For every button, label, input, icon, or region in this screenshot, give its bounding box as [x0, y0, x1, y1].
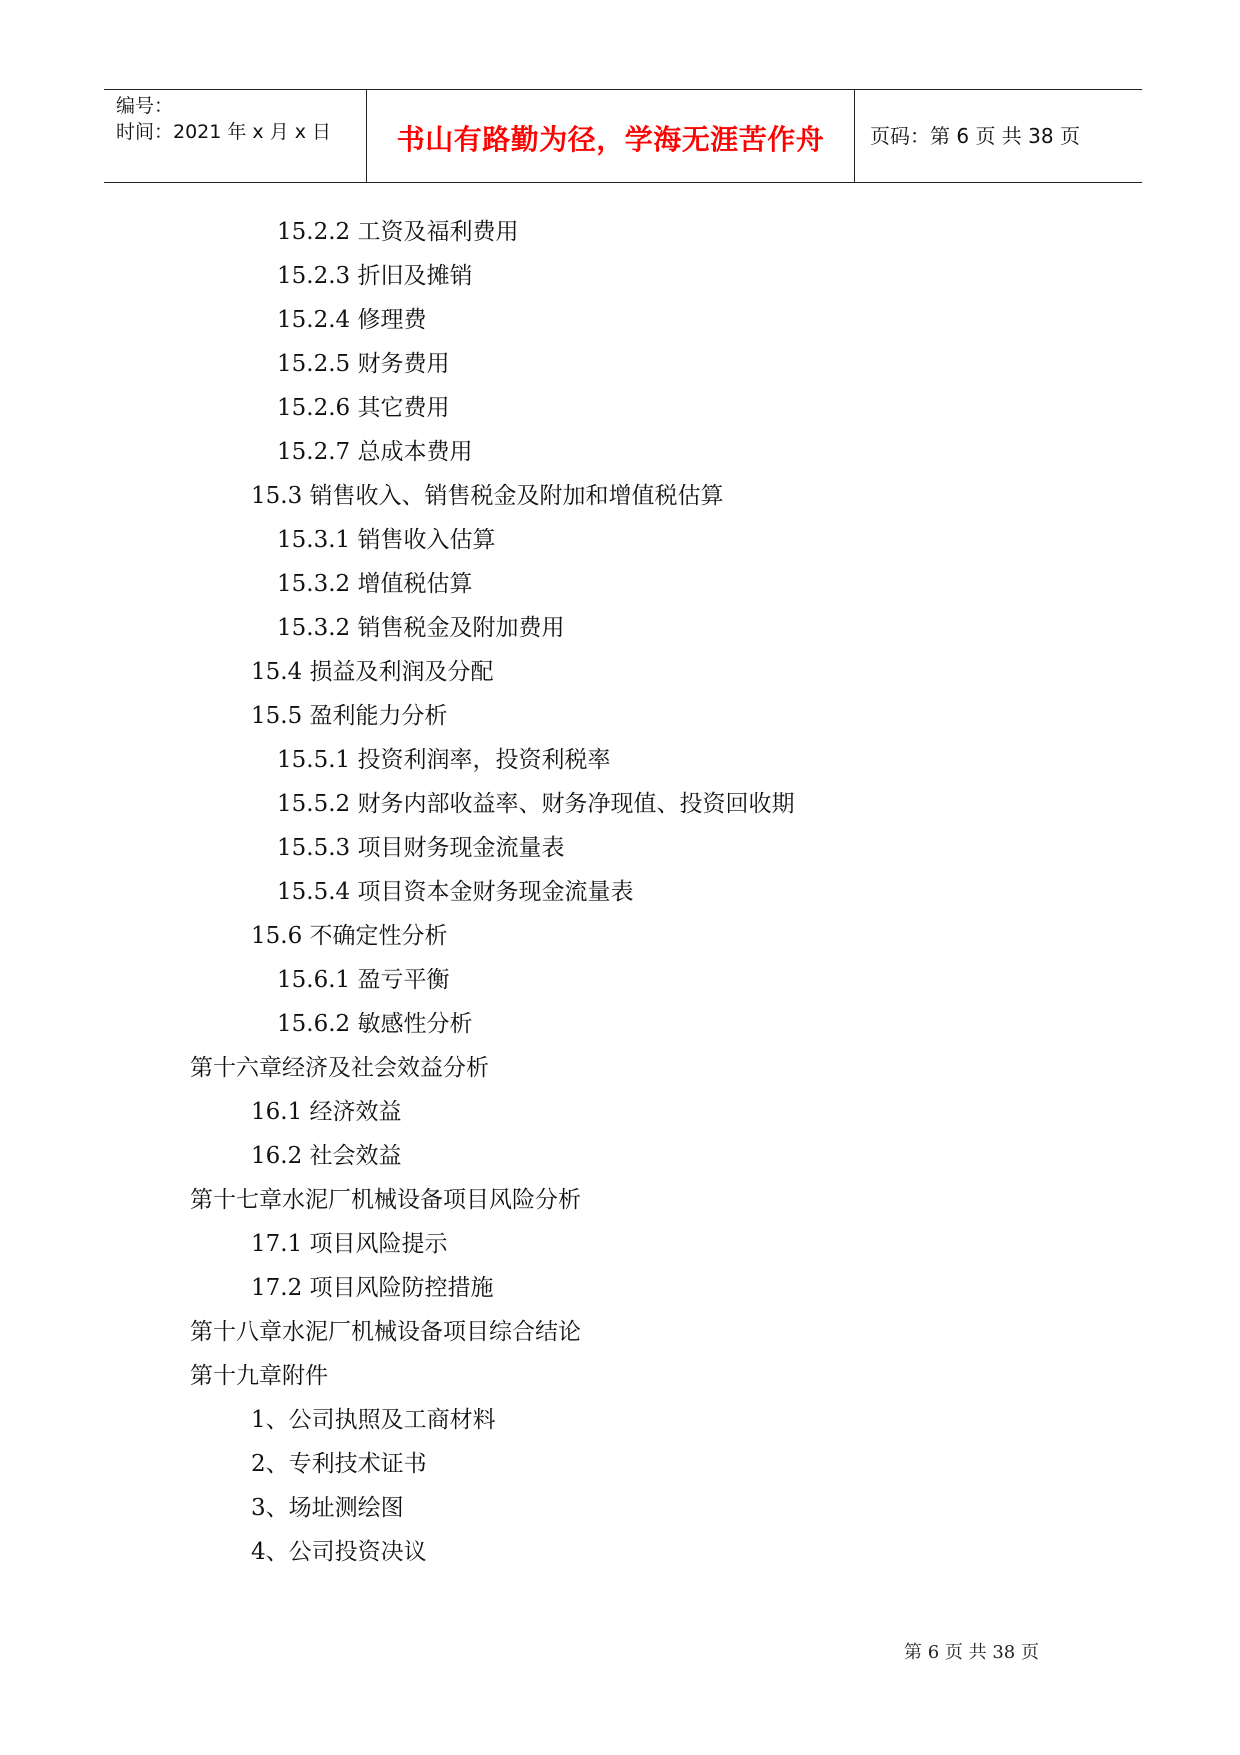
- toc-entry: 第十六章经济及社会效益分析: [190, 1055, 489, 1081]
- toc-entry: 15.3.2 增值税估算: [277, 571, 473, 597]
- toc-entry: 15.5.2 财务内部收益率、财务净现值、投资回收期: [277, 791, 795, 817]
- toc-entry: 15.5.1 投资利润率，投资利税率: [277, 747, 611, 773]
- toc-entry: 17.2 项目风险防控措施: [251, 1275, 494, 1301]
- toc-entry: 15.2.7 总成本费用: [277, 439, 473, 465]
- toc-entry: 15.6.1 盈亏平衡: [277, 967, 450, 993]
- header-page-info: 页码：第 6 页 共 38 页: [870, 124, 1080, 148]
- toc-entry: 4、公司投资决议: [251, 1539, 427, 1565]
- document-number-label: 编号：: [116, 95, 174, 117]
- toc-entry: 15.4 损益及利润及分配: [251, 659, 494, 685]
- header-motto: 书山有路勤为径，学海无涯苦作舟: [396, 123, 825, 156]
- header-motto-cell: [367, 90, 855, 182]
- toc-entry: 2、专利技术证书: [251, 1451, 427, 1477]
- toc-entry: 15.5 盈利能力分析: [251, 703, 448, 729]
- toc-entry: 16.1 经济效益: [251, 1099, 402, 1125]
- toc-entry: 17.1 项目风险提示: [251, 1231, 448, 1257]
- toc-entry: 15.2.3 折旧及摊销: [277, 263, 473, 289]
- page-header: [104, 89, 1142, 183]
- toc-entry: 第十九章附件: [190, 1363, 328, 1389]
- toc-entry: 15.6.2 敏感性分析: [277, 1011, 473, 1037]
- toc-entry: 15.6 不确定性分析: [251, 923, 448, 949]
- toc-entry: 15.2.6 其它费用: [277, 395, 450, 421]
- toc-entry: 16.2 社会效益: [251, 1143, 402, 1169]
- toc-entry: 第十七章水泥厂机械设备项目风险分析: [190, 1187, 581, 1213]
- toc-entry: 15.5.3 项目财务现金流量表: [277, 835, 565, 861]
- header-page-cell: [856, 90, 1142, 182]
- toc-entry: 第十八章水泥厂机械设备项目综合结论: [190, 1319, 581, 1345]
- toc-entry: 3、场址测绘图: [251, 1495, 404, 1521]
- toc-entry: 15.2.5 财务费用: [277, 351, 450, 377]
- header-meta-cell: [104, 90, 367, 182]
- toc-entry: 15.3 销售收入、销售税金及附加和增值税估算: [251, 483, 724, 509]
- toc-entry: 15.3.1 销售收入估算: [277, 527, 496, 553]
- footer-page-number: 第 6 页 共 38 页: [904, 1642, 1039, 1663]
- toc-entry: 15.2.4 修理费: [277, 307, 427, 333]
- document-time-label: 时间：2021 年 x 月 x 日: [116, 121, 332, 143]
- toc-entry: 15.3.2 销售税金及附加费用: [277, 615, 565, 641]
- toc-entry: 15.2.2 工资及福利费用: [277, 219, 519, 245]
- toc-entry: 1、公司执照及工商材料: [251, 1407, 496, 1433]
- toc-entry: 15.5.4 项目资本金财务现金流量表: [277, 879, 634, 905]
